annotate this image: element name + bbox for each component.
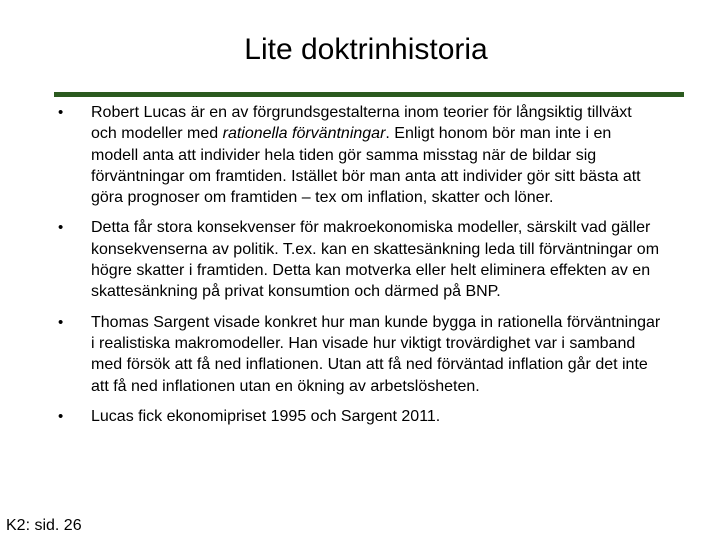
bullet-list <box>0 102 720 427</box>
bullet-text-part: . Enligt honom bör man inte i en modell anta att individer hela tiden gör samma misstag när de bildar sig förväntningar om framtiden. Istället bör man anta att individer gör sitt bästa att göra prognoser om framtiden – tex om inflation, skatter och löner. <box>91 125 641 207</box>
title-underline-divider <box>54 92 684 97</box>
bullet-dot-icon: • <box>58 407 64 425</box>
bullet-text: Thomas Sargent visade konkret hur man kunde bygga in rationella förväntningar i realistiska makromodeller. Han visade hur viktigt trovärdighet var i samband med försök att få ned inflationen. Utan att få ned förväntad inflation går det inte att få ned inflationen utan en ökning av arbetslösheten. <box>91 313 661 395</box>
bullet-item-sargent <box>0 312 720 397</box>
bullet-item-nobel-prize <box>0 406 720 427</box>
bullet-item-consequences <box>0 217 720 302</box>
bullet-text-emphasis: rationella förväntningar <box>222 125 386 143</box>
bullet-dot-icon: • <box>58 104 64 121</box>
bullet-item-lucas-theory <box>0 102 720 208</box>
footer-page-reference: K2: sid. 26 <box>6 517 82 534</box>
bullet-dot-icon: • <box>58 219 64 237</box>
bullet-text <box>91 102 661 208</box>
bullet-dot-icon: • <box>58 313 64 331</box>
slide-title: Lite doktrinhistoria <box>244 33 488 66</box>
bullet-text: Lucas fick ekonomipriset 1995 och Sargent 2011. <box>91 407 441 425</box>
bullet-text: Detta får stora konsekvenser för makroekonomiska modeller, särskilt vad gäller konsekvenserna av politik. T.ex. kan en skattesänkning leda till förväntningar om högre skatter i framtiden. Detta kan motverka eller helt eliminera effekten av en skattesänkning på privat konsumtion och därmed på BNP. <box>91 219 660 301</box>
bullet-text-part: Robert Lucas är en av förgrundsgestalterna inom teorier för långsiktig tillväxt och modeller med <box>91 104 632 143</box>
